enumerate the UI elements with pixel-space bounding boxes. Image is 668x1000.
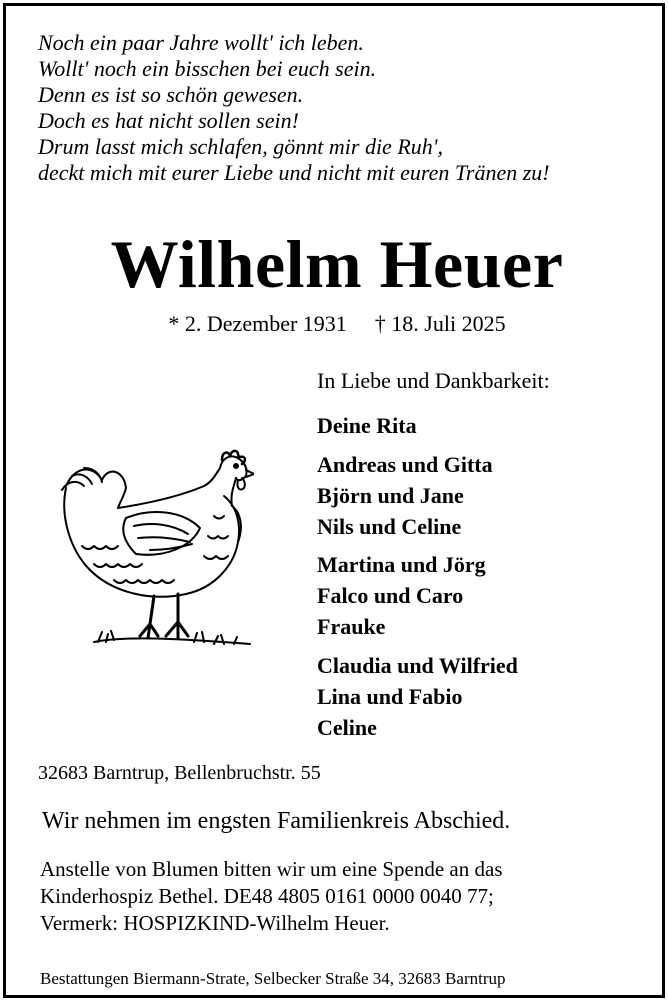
family-group	[317, 410, 417, 441]
death-date: † 18. Juli 2025	[374, 311, 506, 336]
address: 32683 Barntrup, Bellenbruchstr. 55	[38, 762, 321, 784]
obituary-frame	[3, 3, 665, 998]
birth-date: * 2. Dezember 1931	[168, 311, 347, 336]
donation-line: Vermerk: HOSPIZKIND-Wilhelm Heuer.	[40, 911, 390, 935]
life-dates	[6, 310, 668, 338]
deceased-name: Wilhelm Heuer	[110, 226, 564, 302]
dedication: In Liebe und Dankbarkeit:	[317, 368, 550, 393]
family-member: Frauke	[317, 614, 386, 639]
poem	[38, 30, 648, 186]
undertaker-footer: Bestattungen Biermann-Strate, Selbecker Straße 34, 32683 Barntrup	[40, 969, 506, 988]
farewell-note: Wir nehmen im engsten Familienkreis Abschied.	[42, 808, 511, 834]
donation-line: Anstelle von Blumen bitten wir um eine Spende an das	[40, 857, 503, 881]
poem-line: Wollt' noch ein bisschen bei euch sein.	[38, 56, 377, 81]
donation-note	[40, 856, 503, 937]
donation-line: Kinderhospiz Bethel. DE48 4805 0161 0000 0040 77;	[40, 884, 494, 908]
family-member: Celine	[317, 715, 377, 740]
family-group	[317, 650, 518, 743]
family-member: Nils und Celine	[317, 514, 462, 539]
family-member: Björn und Jane	[317, 483, 464, 508]
poem-line: Denn es ist so schön gewesen.	[38, 82, 304, 107]
poem-line: Doch es hat nicht sollen sein!	[38, 108, 299, 133]
poem-line: deckt mich mit eurer Liebe und nicht mit euren Tränen zu!	[38, 160, 550, 185]
family-group	[317, 449, 493, 542]
family-member: Falco und Caro	[317, 583, 464, 608]
family-member: Deine Rita	[317, 413, 417, 438]
family-member: Claudia und Wilfried	[317, 653, 518, 678]
poem-line: Drum lasst mich schlafen, gönnt mir die Ruh',	[38, 134, 443, 159]
family-member: Lina und Fabio	[317, 684, 463, 709]
poem-line: Noch ein paar Jahre wollt' ich leben.	[38, 30, 364, 55]
family-member: Martina und Jörg	[317, 552, 486, 577]
hen-illustration	[54, 446, 254, 656]
family-member: Andreas und Gitta	[317, 452, 493, 477]
family-group	[317, 549, 486, 642]
